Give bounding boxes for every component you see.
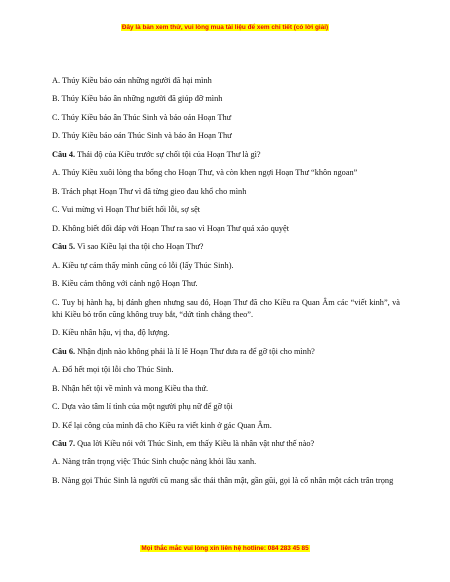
q5-option-a: A. Kiều tự cảm thấy mình cũng có lỗi (lấy Thúc Sinh). [52,260,234,270]
q4-option-c: C. Vui mừng vì Hoạn Thư biết hối lỗi, sợ sệt [52,205,201,215]
q4-option-d: D. Không biết đối đáp với Hoạn Thư ra sao vì Hoạn Thư quá xảo quyệt [52,223,290,233]
question-5-text: Vì sao Kiều lại tha tội cho Hoạn Thư? [75,242,204,252]
question-7 [52,438,400,450]
question-6 [52,346,400,358]
q7-option-b: B. Nàng gọi Thúc Sinh là người cũ mang sắc thái thân mật, gần gũi, gọi là cố nhân một cách trân trọng [52,475,394,485]
document-body [52,75,400,493]
q4-option-a: A. Thúy Kiều xuôi lòng tha bổng cho Hoạn Thư, và còn khen ngợi Hoạn Thư “khôn ngoan” [52,168,358,178]
question-4 [52,149,400,161]
preview-notice-banner [0,24,450,31]
q6-option-d: D. Kể lại công của mình đã cho Kiều ra viết kinh ở gác Quan Âm. [52,420,272,430]
q3-option-a: A. Thúy Kiều báo oán những người đã hại mình [52,76,212,85]
q6-option-c: C. Dựa vào tâm lí tình của một người phụ nữ để gỡ tội [52,402,233,412]
question-7-text: Qua lời Kiều nói với Thúc Sinh, em thấy Kiều là nhân vật như thế nào? [75,439,315,448]
question-4-text: Thái độ của Kiều trước sự chối tội của Hoạn Thư là gì? [75,149,261,159]
q4-option-b: B. Trách phạt Hoạn Thư vì đã từng gieo đau khổ cho mình [52,186,247,196]
question-4-label: Câu 4. [52,149,76,159]
hotline-banner [0,545,450,552]
q7-option-a: A. Nàng trân trọng việc Thúc Sinh chuộc nàng khỏi lầu xanh. [52,457,257,467]
preview-notice-text: Đây là bản xem thử, vui lòng mua tài liệu để xem chi tiết (có lời giải) [121,24,329,31]
hotline-text: Mọi thắc mắc vui lòng xin liên hệ hotline: 084 283 45 85 [141,545,309,552]
q5-option-b: B. Kiều cảm thông với cảnh ngộ Hoạn Thư. [52,279,198,289]
question-7-label: Câu 7. [52,439,76,448]
q6-option-a: A. Đổ hết mọi tội lỗi cho Thúc Sinh. [52,365,174,375]
q6-option-b: B. Nhận hết tội về mình và mong Kiều tha thứ. [52,383,209,393]
q3-option-c: C. Thúy Kiều báo ân Thúc Sinh và báo oán Hoạn Thư [52,112,232,122]
q5-option-c: C. Tuy bị hành hạ, bị đánh ghen nhưng sau đó, Hoạn Thư đã cho Kiều ra Quan Âm các “viết kinh”, và khi Kiều bỏ trốn cũng không truy bắt, “dứt tình chẳng theo”. [52,297,400,319]
question-5 [52,241,400,253]
question-6-text: Nhận định nào không phải là lí lẽ Hoạn Thư đưa ra để gỡ tội cho mình? [75,346,315,356]
question-5-label: Câu 5. [52,242,76,252]
q5-option-d: D. Kiều nhân hậu, vị tha, độ lượng. [52,328,170,338]
q3-option-b: B. Thúy Kiều báo ân những người đã giúp đỡ mình [52,94,223,104]
question-6-label: Câu 6. [52,346,76,356]
q3-option-d: D. Thúy Kiều báo oán Thúc Sinh và báo ân Hoạn Thư [52,131,232,141]
